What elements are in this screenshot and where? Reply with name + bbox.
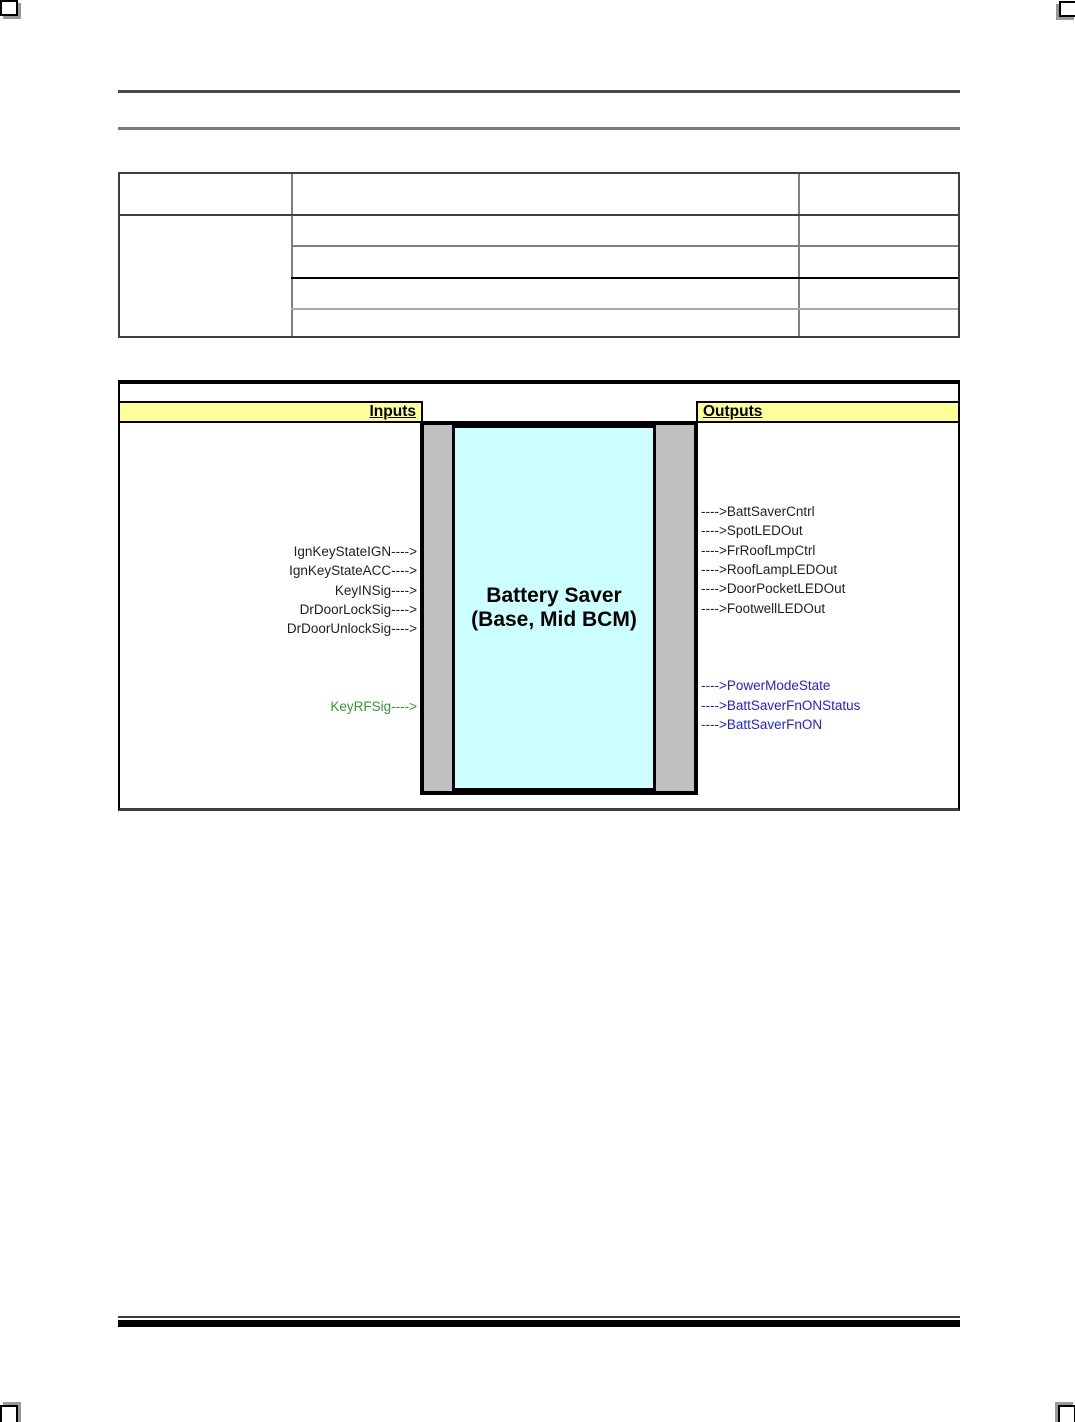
input-signal-alt: KeyRFSig----> [330,699,417,715]
output-signal: ---->RoofLampLEDOut [701,562,838,578]
function-block-title-line2: (Base, Mid BCM) [471,608,637,631]
output-signal-alt: ---->BattSaverFnONStatus [701,697,861,713]
outputs-header-bar [696,401,960,423]
table-row-divider-2 [291,277,958,279]
output-signal: ---->SpotLEDOut [701,523,803,539]
table-row-divider-1 [291,245,958,247]
page-corner-mark-top-left [0,0,18,16]
table-header-divider [120,214,958,216]
function-block-title [452,584,656,632]
input-signal: IgnKeyStateIGN----> [293,543,417,559]
outputs-header-label: Outputs [703,403,763,420]
header-rule-top [118,90,960,93]
output-signal-alt: ---->BattSaverFnON [701,717,823,733]
input-signal: IgnKeyStateACC----> [289,563,417,579]
header-rule-bottom [118,127,960,130]
function-block-title-line1: Battery Saver [486,584,622,607]
input-signal: DrDoorUnlockSig----> [286,621,417,637]
signal-table [118,172,960,338]
output-signal: ---->FrRoofLmpCtrl [701,542,816,558]
table-row-divider-3 [291,308,958,310]
output-signal: ---->BattSaverCntrl [701,503,815,519]
footer-rule-thick [118,1320,960,1327]
page-corner-mark-bottom-left [0,1405,18,1422]
input-signal-list [120,503,417,755]
inputs-header-label: Inputs [369,403,416,420]
output-signal: ---->FootwellLEDOut [701,600,826,616]
input-signal: KeyINSig----> [334,582,417,598]
table-column-divider-2 [798,174,800,336]
table-column-divider-1 [291,174,293,336]
output-signal-list [701,463,956,773]
input-signal: DrDoorLockSig----> [299,602,417,618]
output-signal-alt: ---->PowerModeState [701,678,831,694]
output-signal: ---->DoorPocketLEDOut [701,581,846,597]
inputs-header-bar [118,401,423,423]
footer-rule-thin [118,1316,960,1318]
page-corner-mark-top-right [1059,1,1075,17]
page-corner-mark-bottom-right [1058,1405,1075,1422]
